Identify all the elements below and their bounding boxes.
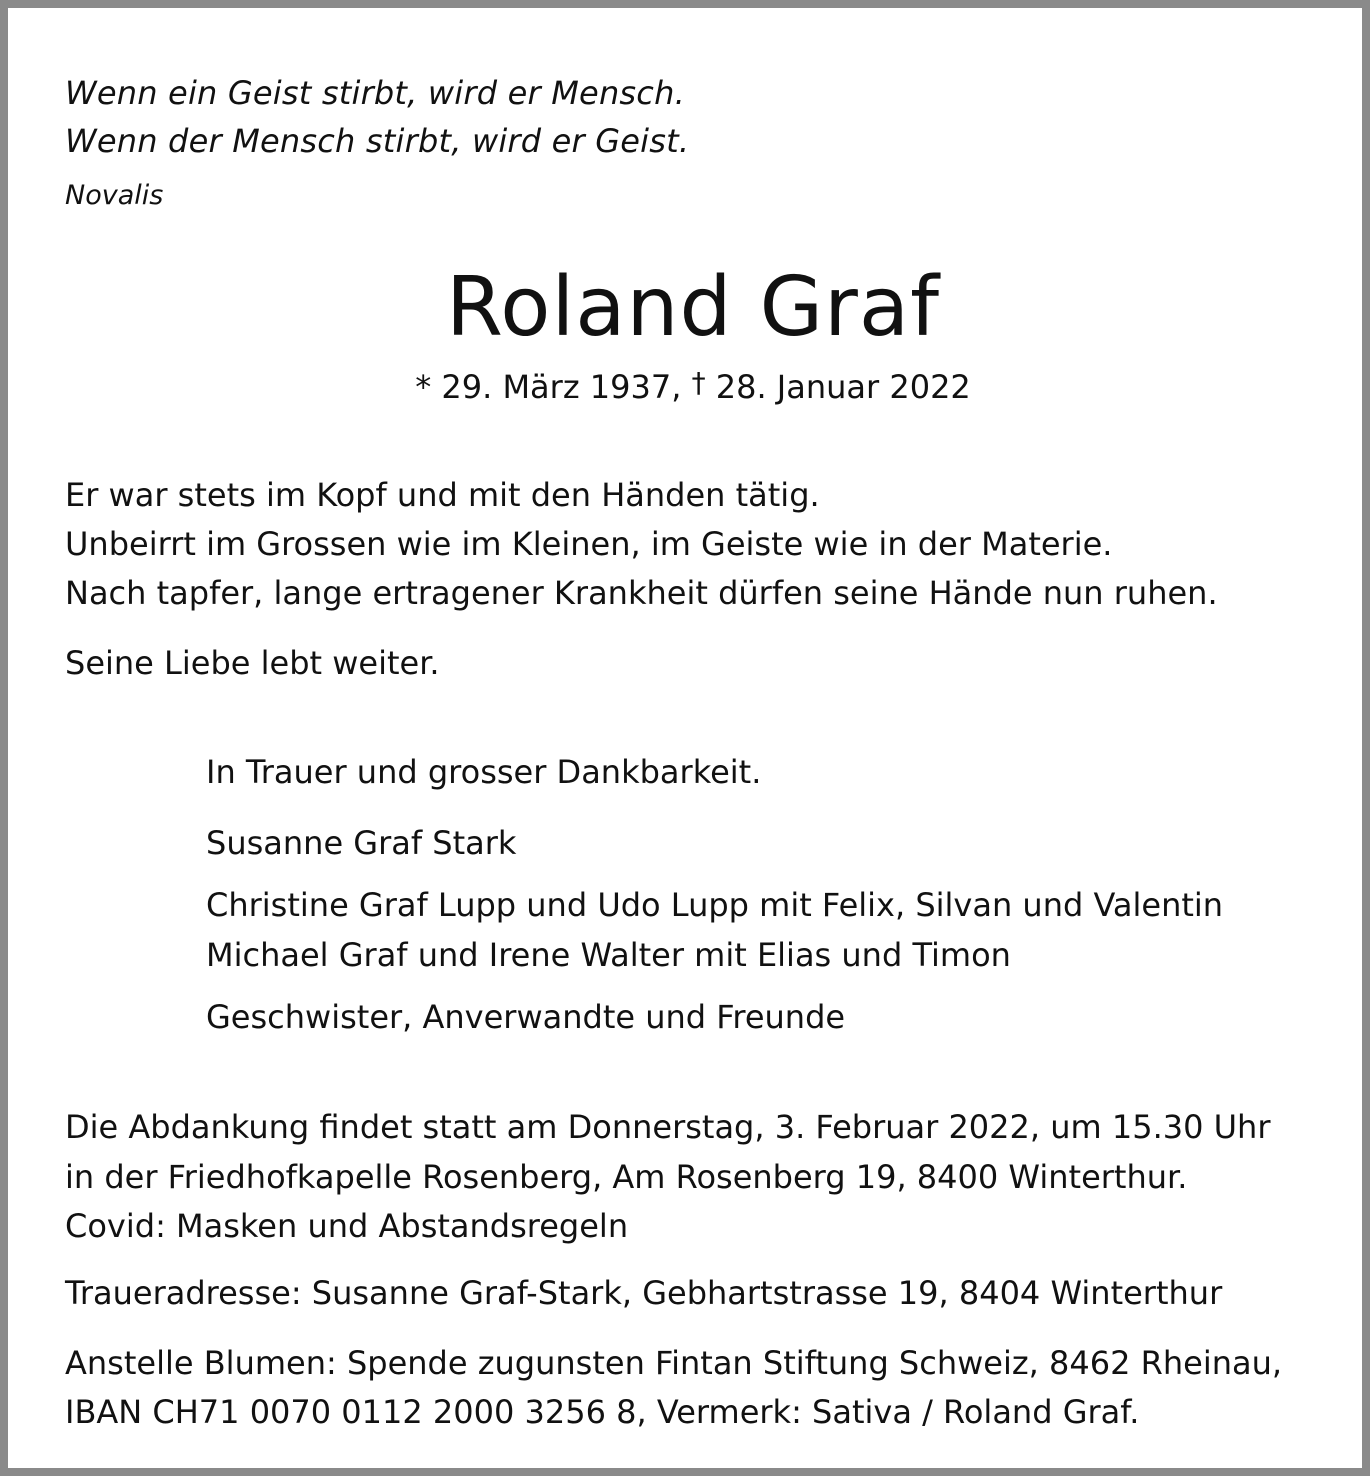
motto-author: Novalis: [65, 180, 164, 211]
motto-line-2: Wenn der Mensch stirbt, wird er Geist.: [65, 122, 690, 160]
donation-line-2: IBAN CH71 0070 0112 2000 3256 8, Vermerk: Sativa / Roland Graf.: [65, 1393, 1140, 1431]
tribute-line-2: Unbeirrt im Grossen wie im Kleinen, im Geiste wie in der Materie.: [65, 525, 1113, 563]
death-date: 28. Januar 2022: [715, 368, 971, 406]
mourning-address: Traueradresse: Susanne Graf-Stark, Gebhartstrasse 19, 8404 Winterthur: [65, 1274, 1223, 1312]
cross-icon: †: [691, 366, 706, 399]
mourner-family-1: Susanne Graf Stark: [206, 824, 517, 862]
mourner-family-2: Christine Graf Lupp und Udo Lupp mit Felix, Silvan und Valentin: [206, 886, 1224, 924]
mourners-intro: In Trauer und grosser Dankbarkeit.: [206, 753, 762, 791]
service-line-1: Die Abdankung findet statt am Donnerstag, 3. Februar 2022, um 15.30 Uhr: [65, 1108, 1271, 1146]
deceased-name: Roland Graf: [446, 260, 940, 355]
life-dates: [65, 366, 1321, 406]
service-line-3: Covid: Masken und Abstandsregeln: [65, 1207, 629, 1245]
tribute-line-4: Seine Liebe lebt weiter.: [65, 644, 440, 682]
mourner-family-3: Michael Graf und Irene Walter mit Elias und Timon: [206, 936, 1011, 974]
tribute-line-1: Er war stets im Kopf und mit den Händen tätig.: [65, 476, 820, 514]
tribute-line-3: Nach tapfer, lange ertragener Krankheit dürfen seine Hände nun ruhen.: [65, 574, 1218, 612]
motto-line-1: Wenn ein Geist stirbt, wird er Mensch.: [65, 74, 685, 112]
mourner-family-4: Geschwister, Anverwandte und Freunde: [206, 998, 846, 1036]
donation-line-1: Anstelle Blumen: Spende zugunsten Fintan Stiftung Schweiz, 8462 Rheinau,: [65, 1344, 1283, 1382]
service-line-2: in der Friedhofkapelle Rosenberg, Am Rosenberg 19, 8400 Winterthur.: [65, 1158, 1188, 1196]
birth-date: * 29. März 1937,: [415, 368, 682, 406]
